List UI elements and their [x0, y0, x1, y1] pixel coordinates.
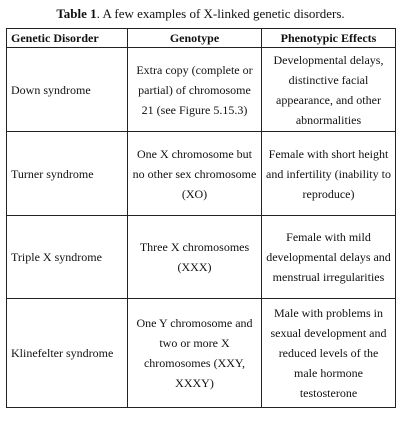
- genotype-cell: One Y chromosome and two or more X chromosomes (XXY, XXXY): [128, 299, 262, 408]
- table-caption-text: . A few examples of X-linked genetic disorders.: [96, 6, 345, 21]
- genotype-cell: Extra copy (complete or partial) of chromosome 21 (see Figure 5.15.3): [128, 48, 262, 132]
- table-row: [7, 48, 396, 132]
- table-caption: [0, 6, 401, 22]
- table-row: [7, 216, 396, 299]
- disorder-cell: Triple X syndrome: [7, 216, 128, 299]
- table-row: [7, 132, 396, 216]
- header-genetic-disorder: Genetic Disorder: [7, 29, 128, 48]
- effects-cell: Male with problems in sexual development and reduced levels of the male hormone testosterone: [262, 299, 396, 408]
- genotype-cell: One X chromosome but no other sex chromosome (XO): [128, 132, 262, 216]
- table-row: [7, 299, 396, 408]
- disorder-cell: Down syndrome: [7, 48, 128, 132]
- effects-cell: Female with mild developmental delays and menstrual irregularities: [262, 216, 396, 299]
- disorder-cell: Turner syndrome: [7, 132, 128, 216]
- header-phenotypic-effects: Phenotypic Effects: [262, 29, 396, 48]
- genetic-disorders-table: [6, 28, 396, 408]
- disorder-cell: Klinefelter syndrome: [7, 299, 128, 408]
- effects-cell: Female with short height and infertility (inability to reproduce): [262, 132, 396, 216]
- genotype-cell: Three X chromosomes (XXX): [128, 216, 262, 299]
- header-genotype: Genotype: [128, 29, 262, 48]
- table-caption-label: Table 1: [56, 6, 97, 21]
- table-header-row: [7, 29, 396, 48]
- effects-cell: Developmental delays, distinctive facial appearance, and other abnormalities: [262, 48, 396, 132]
